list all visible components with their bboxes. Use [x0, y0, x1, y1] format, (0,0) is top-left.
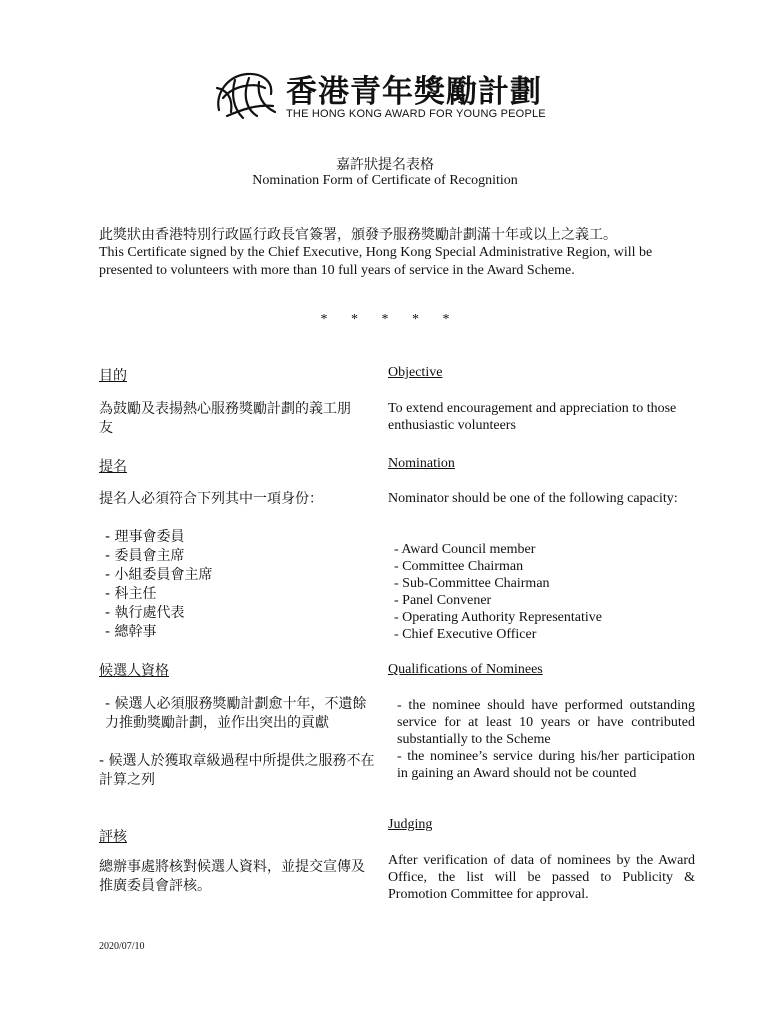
logo-name-en: THE HONG KONG AWARD FOR YOUNG PEOPLE — [286, 108, 546, 120]
qualification-item-zh: - 候選人必須服務獎勵計劃愈十年，不遺餘力推動獎勵計劃，並作出突出的貢獻 — [105, 696, 367, 731]
list-item: - Sub-Committee Chairman — [394, 576, 550, 591]
qualifications-heading-zh: 候選人資格 — [99, 663, 169, 679]
nominator-list-zh — [105, 528, 213, 642]
qualification-item-en: - the nominee’s service during his/her participation in gaining an Award should not be counted — [397, 749, 695, 781]
intro-text-en: This Certificate signed by the Chief Executive, Hong Kong Special Administrative Region, will be presented to volunteers with more than 10 full years of service in the Award Scheme. — [99, 245, 653, 278]
form-title-zh: 嘉許狀提名表格 — [336, 157, 434, 173]
judging-text-en: After verification of data of nominees by the Award Office, the list will be passed to Publicity & Promotion Committee for approval. — [388, 853, 695, 902]
objective-heading-zh: 目的 — [99, 368, 127, 384]
list-item: - Panel Convener — [394, 593, 492, 608]
qualifications-heading-en: Qualifications of Nominees — [388, 662, 543, 677]
footer-date: 2020/07/10 — [99, 941, 145, 952]
list-item: - Operating Authority Representative — [394, 610, 602, 625]
section-separator: * * * * * — [320, 312, 450, 327]
list-item: - Committee Chairman — [394, 559, 524, 574]
intro-text-zh: 此獎狀由香港特別行政區行政長官簽署，頒發予服務獎勵計劃滿十年或以上之義工。 — [99, 227, 617, 243]
logo-name-zh: 香港青年獎勵計劃 — [286, 74, 542, 110]
qualification-item-en: - the nominee should have performed outstanding service for at least 10 years or have contributed substantially to the Scheme — [397, 698, 695, 747]
list-item: - 總幹事 — [105, 624, 157, 640]
judging-heading-zh: 評核 — [99, 829, 127, 845]
judging-text-zh: 總辦事處將核對候選人資料，並提交宣傳及推廣委員會評核。 — [99, 859, 365, 894]
qualification-item-zh: - 候選人於獲取章級過程中所提供之服務不在計算之列 — [99, 753, 375, 788]
award-logo-emblem — [213, 68, 279, 124]
form-title-en: Nomination Form of Certificate of Recognition — [252, 173, 518, 188]
nominator-list-en — [394, 541, 602, 643]
objective-text-zh: 為鼓勵及表揚熱心服務獎勵計劃的義工朋友 — [99, 401, 351, 436]
nomination-text-zh: 提名人必須符合下列其中一項身份： — [99, 491, 323, 507]
list-item: - 委員會主席 — [105, 548, 185, 564]
list-item: - 執行處代表 — [105, 605, 185, 621]
list-item: - 科主任 — [105, 586, 157, 602]
list-item: - Chief Executive Officer — [394, 627, 537, 642]
nomination-text-en: Nominator should be one of the following capacity: — [388, 491, 678, 506]
judging-heading-en: Judging — [388, 817, 433, 832]
list-item: - 小組委員會主席 — [105, 567, 213, 583]
objective-heading-en: Objective — [388, 365, 443, 380]
list-item: - Award Council member — [394, 542, 536, 557]
nomination-heading-zh: 提名 — [99, 459, 127, 475]
nomination-heading-en: Nomination — [388, 456, 455, 471]
list-item: - 理事會委員 — [105, 529, 185, 545]
objective-text-en: To extend encouragement and appreciation to those enthusiastic volunteers — [388, 401, 677, 433]
